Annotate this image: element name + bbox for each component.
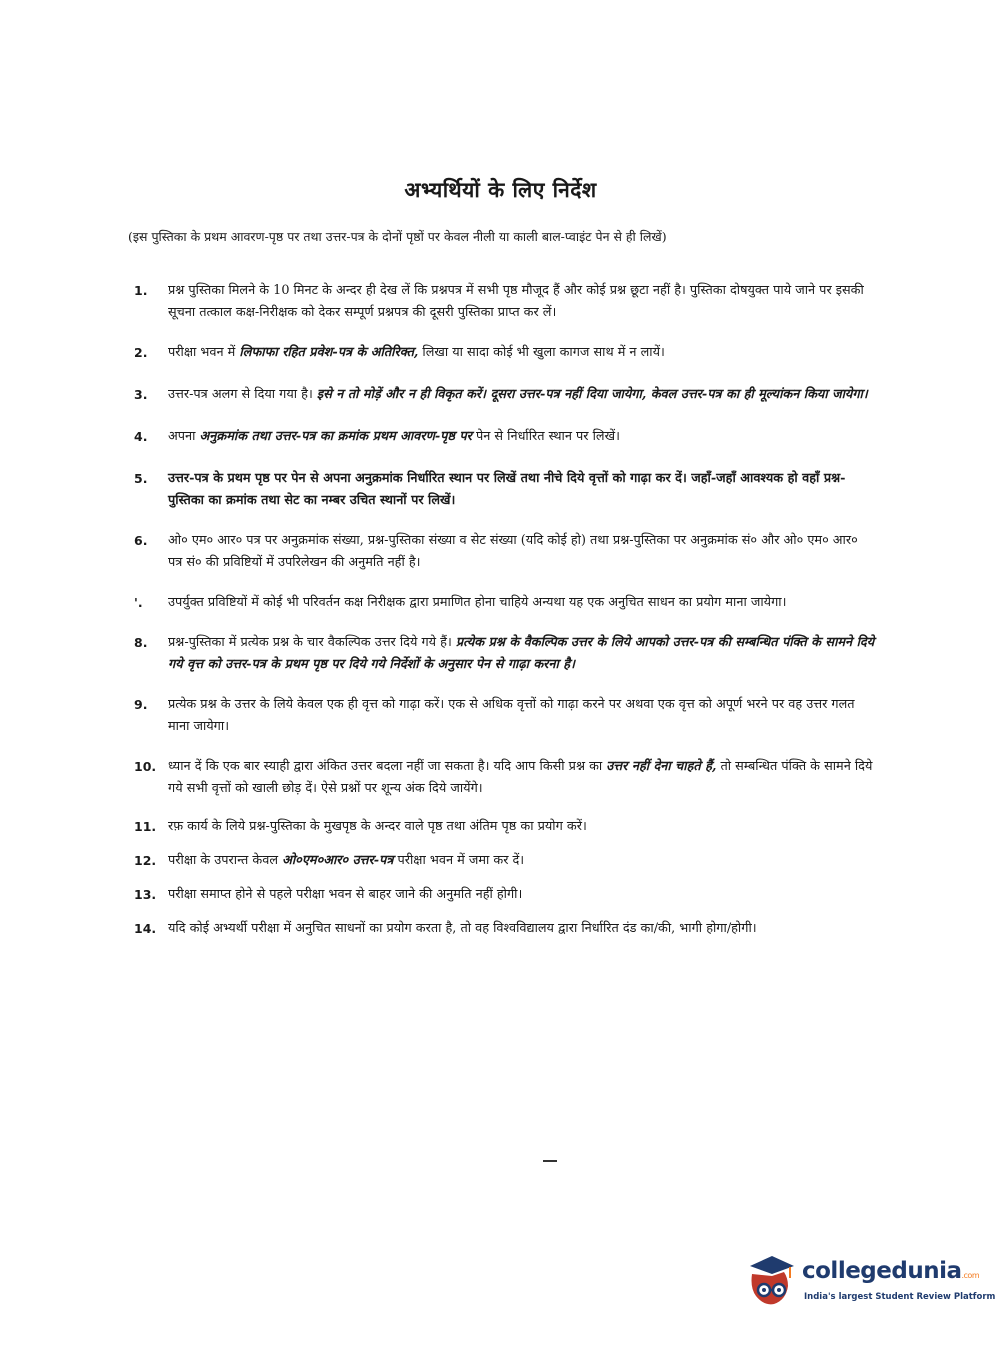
instruction-number: 3. [134,387,148,402]
instruction-item [128,468,876,512]
instruction-text: ओ० एम० आर० पत्र पर अनुक्रमांक संख्या, प्रश्न-पुस्तिका संख्या व सेट संख्या (यदि कोई हो) तथा प्रश्न-पुस्तिका पर अनुक्रमांक सं० और ओ० एम० आर० पत्र सं० की प्रविष्टियों में उपरिलेखन की अनुमति नहीं है। [168,533,858,570]
instruction-text: उत्तर-पत्र अलग से दिया गया है। [168,387,317,402]
instruction-text: परीक्षा समाप्त होने से पहले परीक्षा भवन से बाहर जाने की अनुमति नहीं होगी। [168,887,523,902]
instruction-text: तो सम्बन्धित पंक्ति के सामने दिये गये सभी वृत्तों को खाली छोड़ दें। ऐसे प्रश्नों पर शून्य अंक दिये जायेंगे। [168,759,873,796]
brand-watermark [742,1246,996,1316]
instruction-number: 6. [134,533,148,548]
instruction-number: 2. [134,345,148,360]
instruction-item [128,918,876,940]
instruction-number: 11. [134,819,157,834]
instruction-emphasis: लिफाफा रहित प्रवेश-पत्र के अतिरिक्त, [239,345,419,360]
mascot-logo-icon [742,1252,798,1308]
instruction-list [128,280,876,940]
instruction-number: 5. [134,471,148,486]
brand-name-text: collegedunia [802,1258,962,1284]
page-dash-mark [543,1160,557,1162]
instruction-text: ध्यान दें कि एक बार स्याही द्वारा अंकित उत्तर बदला नहीं जा सकता है। यदि आप किसी प्रश्न का [168,759,607,774]
instruction-item [128,280,876,324]
brand-dotcom: .com [961,1271,980,1280]
instruction-item [128,694,876,738]
instruction-emphasis: इसे न तो मोड़ें और न ही विकृत करें। दूसरा उत्तर-पत्र नहीं दिया जायेगा, केवल उत्तर-पत्र का ही मूल्यांकन किया जायेगा। [316,387,868,402]
instruction-item [128,426,876,448]
instruction-number: '. [134,595,143,610]
instruction-emphasis: अनुक्रमांक तथा उत्तर-पत्र का क्रमांक प्रथम आवरण-पृष्ठ पर [199,429,472,444]
instruction-number: 13. [134,887,157,902]
instruction-text: लिखा या सादा कोई भी खुला कागज साथ में न लायें। [418,345,665,360]
brand-tagline: India's largest Student Review Platform [804,1292,996,1302]
instruction-text: अपना [168,429,200,444]
instruction-emphasis: प्रत्येक प्रश्न के वैकल्पिक उत्तर के लिये आपको उत्तर-पत्र की सम्बन्धित पंक्ति के सामने दिये गये वृत्त को उत्तर-पत्र के प्रथम पृष्ठ पर दिये गये निर्देशों के अनुसार पेन से गाढ़ा करना है। [168,635,875,672]
instruction-item [128,632,876,676]
instruction-item [128,884,876,906]
instruction-number: 4. [134,429,148,444]
instruction-item [128,592,876,614]
instruction-text: यदि कोई अभ्यर्थी परीक्षा में अनुचित साधनों का प्रयोग करता है, तो वह विश्वविद्यालय द्वारा निर्धारित दंड का/की, भागी होगा/होगी। [168,921,757,936]
page-subtitle: (इस पुस्तिका के प्रथम आवरण-पृष्ठ पर तथा उत्तर-पत्र के दोनों पृष्ठों पर केवल नीली या काली बाल-प्वाइंट पेन से ही लिखें) [128,229,667,244]
instruction-number: 1. [134,283,148,298]
instruction-text: परीक्षा भवन में जमा कर दें। [393,853,525,868]
instruction-number: 9. [134,697,148,712]
page-title: अभ्यर्थियों के लिए निर्देश [404,177,597,202]
instruction-text: परीक्षा भवन में [168,345,240,360]
instruction-number: 12. [134,853,157,868]
instruction-item [128,756,876,800]
instruction-emphasis: उत्तर नहीं देना चाहते हैं, [606,759,717,774]
instruction-text: उपर्युक्त प्रविष्टियों में कोई भी परिवर्तन कक्ष निरीक्षक द्वारा प्रमाणित होना चाहिये अन्यथा यह एक अनुचित साधन का प्रयोग माना जायेगा। [168,595,787,610]
instruction-text: प्रत्येक प्रश्न के उत्तर के लिये केवल एक ही वृत्त को गाढ़ा करें। एक से अधिक वृत्तों को गाढ़ा करने पर अथवा एक वृत्त को अपूर्ण भरने पर वह उत्तर गलत माना जायेगा। [168,697,855,734]
instruction-number: 14. [134,921,157,936]
brand-name [802,1258,979,1284]
instruction-text: प्रश्न-पुस्तिका में प्रत्येक प्रश्न के चार वैकल्पिक उत्तर दिये गये हैं। [168,635,456,650]
instruction-item [128,530,876,574]
instruction-item [128,384,876,406]
instruction-text: रफ़ कार्य के लिये प्रश्न-पुस्तिका के मुखपृष्ठ के अन्दर वाले पृष्ठ तथा अंतिम पृष्ठ का प्रयोग करें। [168,819,587,834]
instruction-text: प्रश्न पुस्तिका मिलने के 10 मिनट के अन्दर ही देख लें कि प्रश्नपत्र में सभी पृष्ठ मौजूद हैं और कोई प्रश्न छूटा नहीं है। पुस्तिका दोषयुक्त पाये जाने पर इसकी सूचना तत्काल कक्ष-निरीक्षक को देकर सम्पूर्ण प्रश्नपत्र की दूसरी पुस्तिका प्राप्त कर लें। [168,283,864,320]
instruction-number: 8. [134,635,148,650]
instruction-number: 10. [134,759,157,774]
instruction-item [128,816,876,838]
instruction-text: पेन से निर्धारित स्थान पर लिखें। [471,429,620,444]
instruction-text: उत्तर-पत्र के प्रथम पृष्ठ पर पेन से अपना अनुक्रमांक निर्धारित स्थान पर लिखें तथा नीचे दिये वृत्तों को गाढ़ा कर दें। जहाँ-जहाँ आवश्यक हो वहाँ प्रश्न-पुस्तिका का क्रमांक तथा सेट का नम्बर उचित स्थानों पर लिखें। [168,471,846,508]
instruction-item [128,342,876,364]
instruction-text: परीक्षा के उपरान्त केवल [168,853,283,868]
instruction-emphasis: ओ०एम०आर० उत्तर-पत्र [282,853,394,868]
instruction-item [128,850,876,872]
